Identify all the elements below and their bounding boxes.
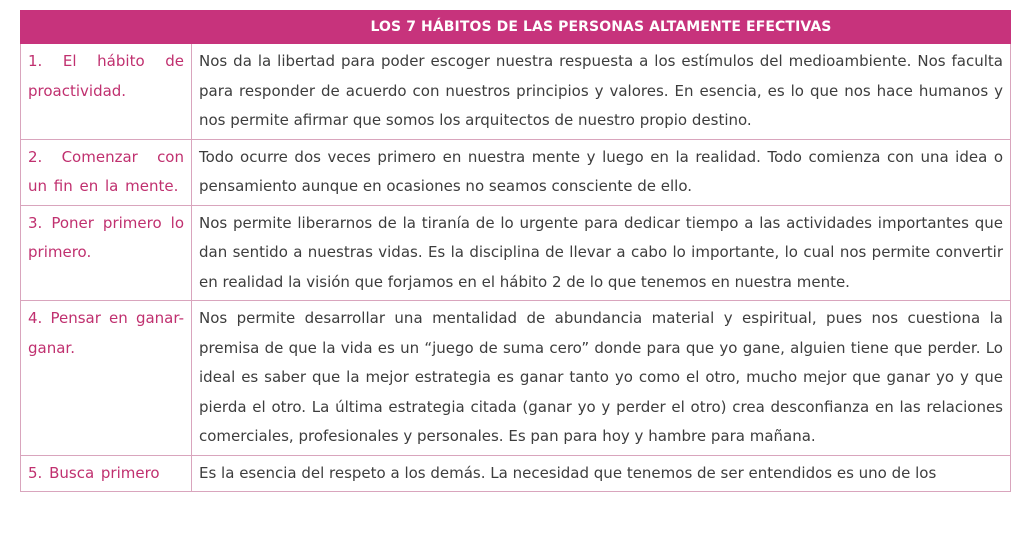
table-row	[21, 44, 1011, 140]
habit-description: Nos permite desarrollar una mentalidad de abundancia material y espiritual, pues nos cuestiona la premisa de que la vida es un “juego de suma cero” donde para que yo gane, alguien tiene que perder. Lo ideal es saber que la mejor estrategia es ganar tanto yo como el otro, mucho mejor que ganar yo y que pierda el otro. La última estrategia citada (ganar yo y perder el otro) crea desconfianza en las relaciones comerciales, profesionales y personales. Es pan para hoy y hambre para mañana.	[192, 301, 1011, 456]
habit-description: Nos permite liberarnos de la tiranía de lo urgente para dedicar tiempo a las actividades importantes que dan sentido a nuestras vidas. Es la disciplina de llevar a cabo lo importante, lo cual nos permite convertir en realidad la visión que forjamos en el hábito 2 de lo que tenemos en nuestra mente.	[192, 205, 1011, 301]
table-row	[21, 301, 1011, 456]
table-header-row	[21, 11, 1011, 44]
habit-name: 3. Poner primero lo primero.	[21, 205, 192, 301]
table-title: LOS 7 HÁBITOS DE LAS PERSONAS ALTAMENTE EFECTIVAS	[192, 11, 1011, 44]
habit-name: 5. Busca primero	[21, 455, 192, 492]
table-row	[21, 139, 1011, 205]
habits-table	[20, 10, 1011, 492]
table-row	[21, 455, 1011, 492]
habit-description: Todo ocurre dos veces primero en nuestra mente y luego en la realidad. Todo comienza con una idea o pensamiento aunque en ocasiones no seamos consciente de ello.	[192, 139, 1011, 205]
habit-name: 1. El hábito de proactividad.	[21, 44, 192, 140]
header-left-cell	[21, 11, 192, 44]
table-row	[21, 205, 1011, 301]
document-page	[20, 10, 1010, 492]
habit-name: 2. Comenzar con un fin en la mente.	[21, 139, 192, 205]
habit-name: 4. Pensar en ganar-ganar.	[21, 301, 192, 456]
habit-description: Es la esencia del respeto a los demás. La necesidad que tenemos de ser entendidos es uno de los	[192, 455, 1011, 492]
habit-description: Nos da la libertad para poder escoger nuestra respuesta a los estímulos del medioambiente. Nos faculta para responder de acuerdo con nuestros principios y valores. En esencia, es lo que nos hace humanos y nos permite afirmar que somos los arquitectos de nuestro propio destino.	[192, 44, 1011, 140]
